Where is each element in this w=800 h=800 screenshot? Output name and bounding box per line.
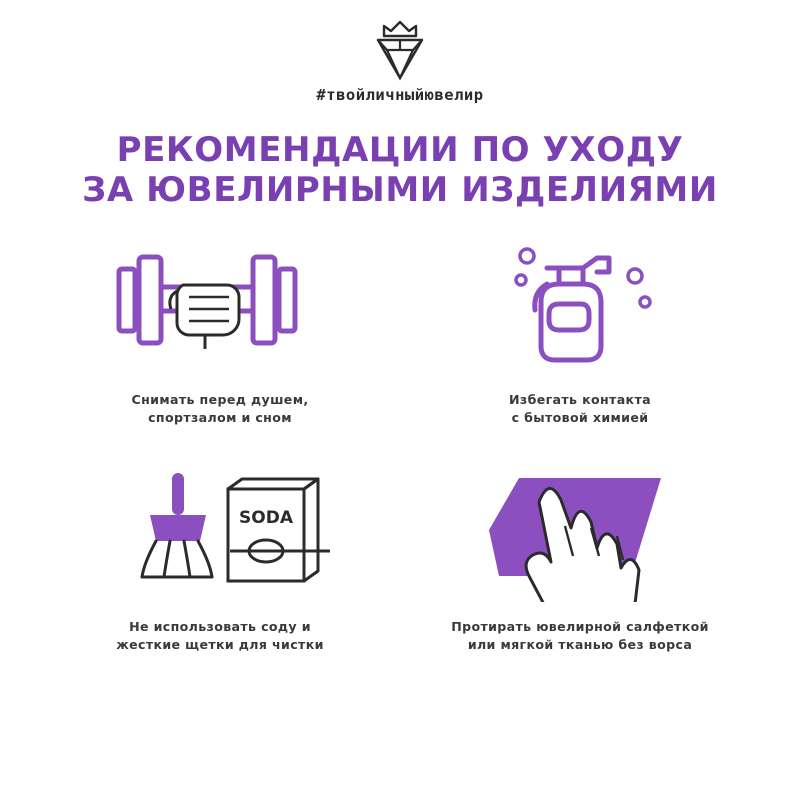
tip-2-caption-line-1: Избегать контакта [509,392,651,407]
page-title [0,130,800,210]
tip-3-caption-line-2: жесткие щетки для чистки [116,637,324,652]
tip-2-caption-line-2: с бытовой химией [511,410,649,425]
tip-card-2 [400,235,760,450]
tip-4-caption [451,618,709,654]
brand-handle: #твойличныйювелир [316,86,484,104]
tips-grid [40,235,760,677]
crown-diamond-logo-icon [354,18,446,82]
tip-card-1 [40,235,400,450]
tip-1-caption-line-2: спортзалом и сном [148,410,292,425]
tip-4-caption-line-1: Протирать ювелирной салфеткой [451,619,709,634]
cloth-hand-icon [465,472,695,602]
tip-2-caption [509,391,651,427]
tip-card-4 [400,462,760,677]
brush-soda-icon [110,467,330,607]
tip-4-caption-line-2: или мягкой тканью без ворса [467,637,693,652]
title-line-1: РЕКОМЕНДАЦИИ ПО УХОДУ [116,130,684,170]
dumbbell-hand-icon [105,245,335,375]
spray-bottle-icon [485,240,675,380]
tip-3-caption-line-1: Не использовать соду и [129,619,311,634]
tip-3-caption [116,618,324,654]
tip-1-caption-line-1: Снимать перед душем, [131,392,309,407]
title-line-2: ЗА ЮВЕЛИРНЫМИ ИЗДЕЛИЯМИ [82,170,718,210]
tip-2-art [485,235,675,385]
brand-block [0,18,800,104]
tip-card-3 [40,462,400,677]
tip-3-art [110,462,330,612]
soda-box-label: SODA [239,508,293,528]
tip-1-caption [132,391,309,427]
tip-4-art [465,462,695,612]
tip-1-art [105,235,335,385]
